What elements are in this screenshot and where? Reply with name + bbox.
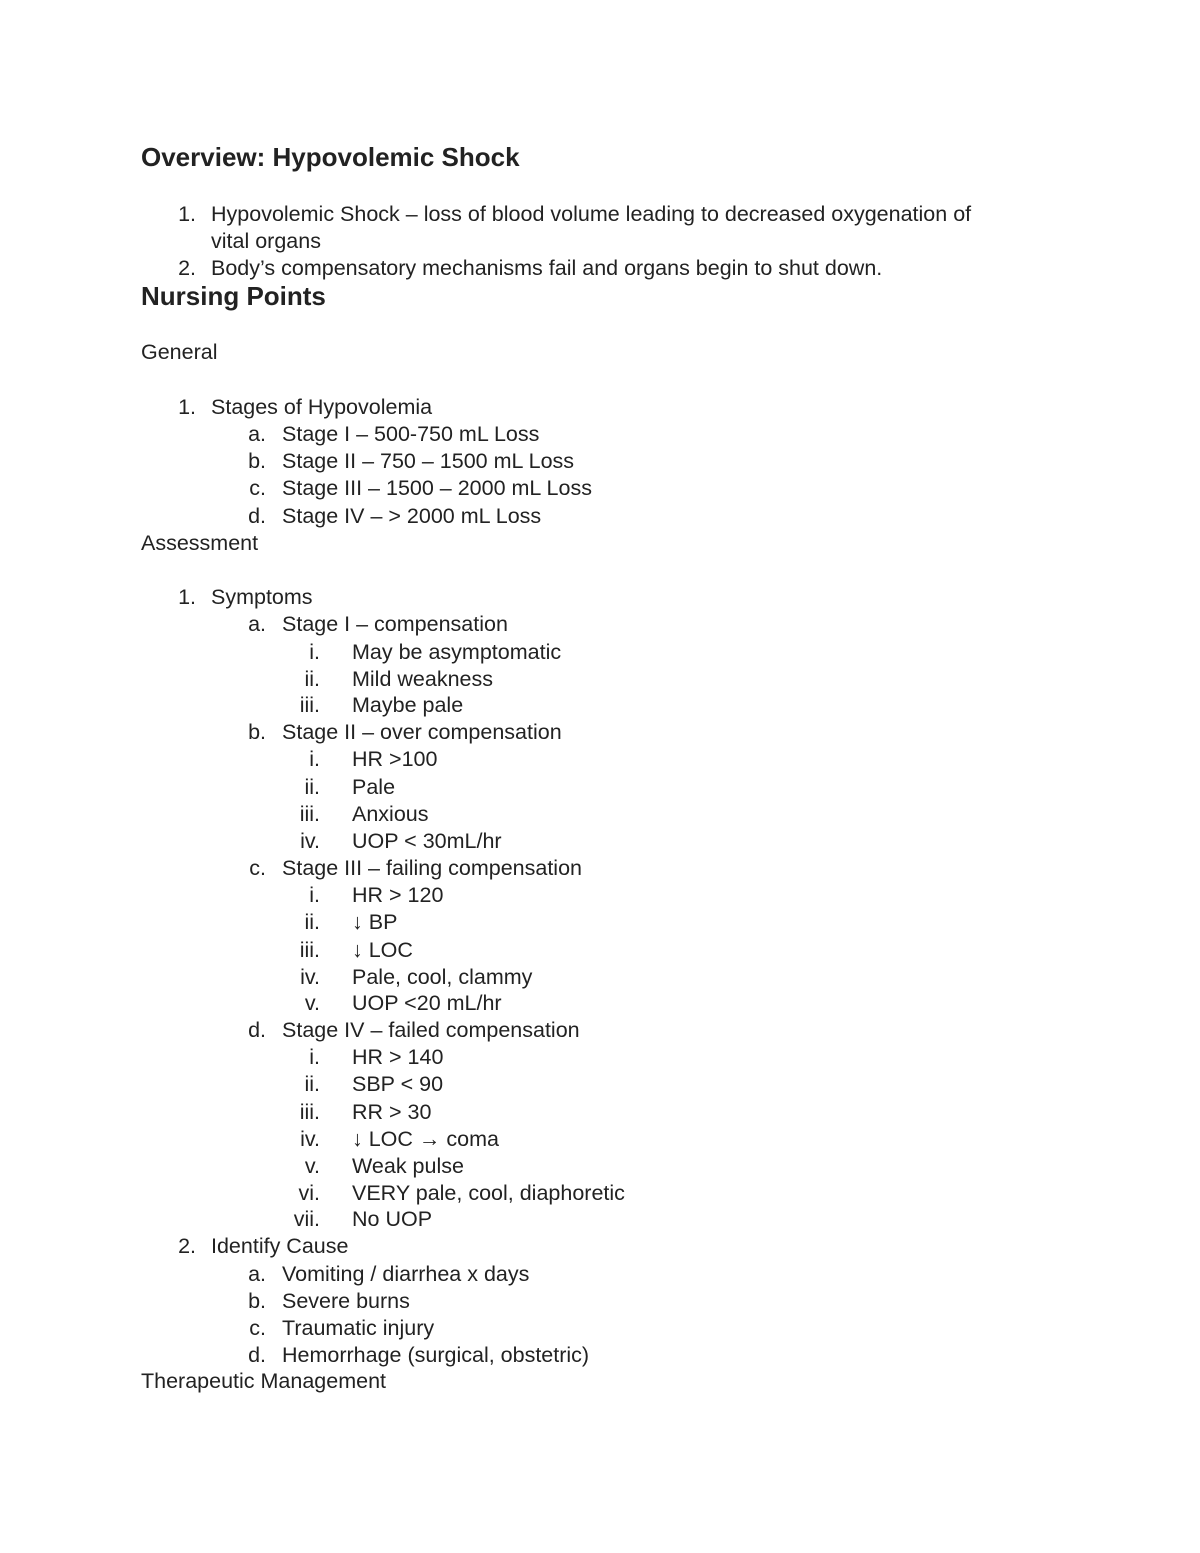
list-marker: a. bbox=[248, 612, 266, 636]
symptom-item: Pale bbox=[352, 775, 396, 799]
general-heading: General bbox=[141, 340, 218, 364]
list-marker: i. bbox=[309, 747, 320, 771]
list-marker: iv. bbox=[300, 829, 320, 853]
symptom-item: No UOP bbox=[352, 1207, 433, 1231]
symptom-item: HR >100 bbox=[352, 747, 438, 771]
list-marker: vi. bbox=[298, 1181, 320, 1205]
cause-item: Traumatic injury bbox=[282, 1316, 435, 1340]
list-marker: c. bbox=[249, 856, 266, 880]
symptom-stage-title: Stage II – over compensation bbox=[282, 720, 562, 744]
list-marker: ii. bbox=[304, 667, 320, 691]
assessment-heading: Assessment bbox=[141, 531, 259, 555]
overview-heading: Overview: Hypovolemic Shock bbox=[141, 142, 520, 172]
stage-item: Stage III – 1500 – 2000 mL Loss bbox=[282, 476, 592, 500]
symptom-item: May be asymptomatic bbox=[352, 640, 562, 664]
symptom-item: Mild weakness bbox=[352, 667, 493, 691]
symptom-item: ↓ BP bbox=[352, 910, 398, 934]
list-marker: iii. bbox=[299, 802, 320, 826]
symptom-item: UOP < 30mL/hr bbox=[352, 829, 502, 853]
list-marker: 1. bbox=[178, 395, 196, 419]
symptom-item: HR > 120 bbox=[352, 883, 444, 907]
symptom-item: Weak pulse bbox=[352, 1154, 464, 1178]
list-marker: ii. bbox=[304, 910, 320, 934]
symptom-item: ↓ LOC bbox=[352, 938, 413, 962]
list-marker: d. bbox=[248, 1343, 266, 1367]
list-marker: v. bbox=[304, 1154, 320, 1178]
list-marker: ii. bbox=[304, 775, 320, 799]
symptom-item: RR > 30 bbox=[352, 1100, 432, 1124]
list-marker: d. bbox=[248, 1018, 266, 1042]
list-marker: d. bbox=[248, 504, 266, 528]
symptom-item: Anxious bbox=[352, 802, 429, 826]
list-marker: a. bbox=[248, 422, 266, 446]
nursing-points-heading: Nursing Points bbox=[141, 281, 326, 311]
symptom-item: ↓ LOC → coma bbox=[352, 1127, 499, 1151]
stage-item: Stage IV – > 2000 mL Loss bbox=[282, 504, 542, 528]
symptom-stage-title: Stage IV – failed compensation bbox=[282, 1018, 580, 1042]
list-marker: c. bbox=[249, 476, 266, 500]
overview-item-1: Hypovolemic Shock – loss of blood volume leading to decreased oxygenation of bbox=[211, 202, 972, 226]
list-marker: b. bbox=[248, 449, 266, 473]
stage-item: Stage I – 500-750 mL Loss bbox=[282, 422, 540, 446]
symptoms-title: Symptoms bbox=[211, 585, 313, 609]
symptom-item: Maybe pale bbox=[352, 693, 464, 717]
list-marker: ii. bbox=[304, 1072, 320, 1096]
symptom-stage-title: Stage III – failing compensation bbox=[282, 856, 582, 880]
list-marker: iii. bbox=[299, 1100, 320, 1124]
list-marker: 2. bbox=[178, 256, 196, 280]
list-marker: iii. bbox=[299, 693, 320, 717]
list-marker: 2. bbox=[178, 1234, 196, 1258]
overview-item-1-cont: vital organs bbox=[211, 229, 321, 253]
overview-item-2: Body’s compensatory mechanisms fail and organs begin to shut down. bbox=[211, 256, 883, 280]
therapeutic-heading: Therapeutic Management bbox=[141, 1369, 387, 1393]
list-marker: b. bbox=[248, 1289, 266, 1313]
list-marker: 1. bbox=[178, 202, 196, 226]
stages-title: Stages of Hypovolemia bbox=[211, 395, 433, 419]
cause-title: Identify Cause bbox=[211, 1234, 349, 1258]
list-marker: iii. bbox=[299, 938, 320, 962]
list-marker: 1. bbox=[178, 585, 196, 609]
symptom-item: HR > 140 bbox=[352, 1045, 444, 1069]
list-marker: i. bbox=[309, 883, 320, 907]
list-marker: vii. bbox=[293, 1207, 320, 1231]
cause-item: Vomiting / diarrhea x days bbox=[282, 1262, 530, 1286]
list-marker: v. bbox=[304, 991, 320, 1015]
list-marker: iv. bbox=[300, 965, 320, 989]
list-marker: iv. bbox=[300, 1127, 320, 1151]
list-marker: a. bbox=[248, 1262, 266, 1286]
cause-item: Severe burns bbox=[282, 1289, 410, 1313]
list-marker: b. bbox=[248, 720, 266, 744]
list-marker: i. bbox=[309, 1045, 320, 1069]
symptom-stage-title: Stage I – compensation bbox=[282, 612, 508, 636]
symptom-item: VERY pale, cool, diaphoretic bbox=[352, 1181, 625, 1205]
symptom-item: Pale, cool, clammy bbox=[352, 965, 533, 989]
list-marker: c. bbox=[249, 1316, 266, 1340]
stage-item: Stage II – 750 – 1500 mL Loss bbox=[282, 449, 575, 473]
cause-item: Hemorrhage (surgical, obstetric) bbox=[282, 1343, 590, 1367]
symptom-item: UOP <20 mL/hr bbox=[352, 991, 502, 1015]
list-marker: i. bbox=[309, 640, 320, 664]
symptom-item: SBP < 90 bbox=[352, 1072, 444, 1096]
